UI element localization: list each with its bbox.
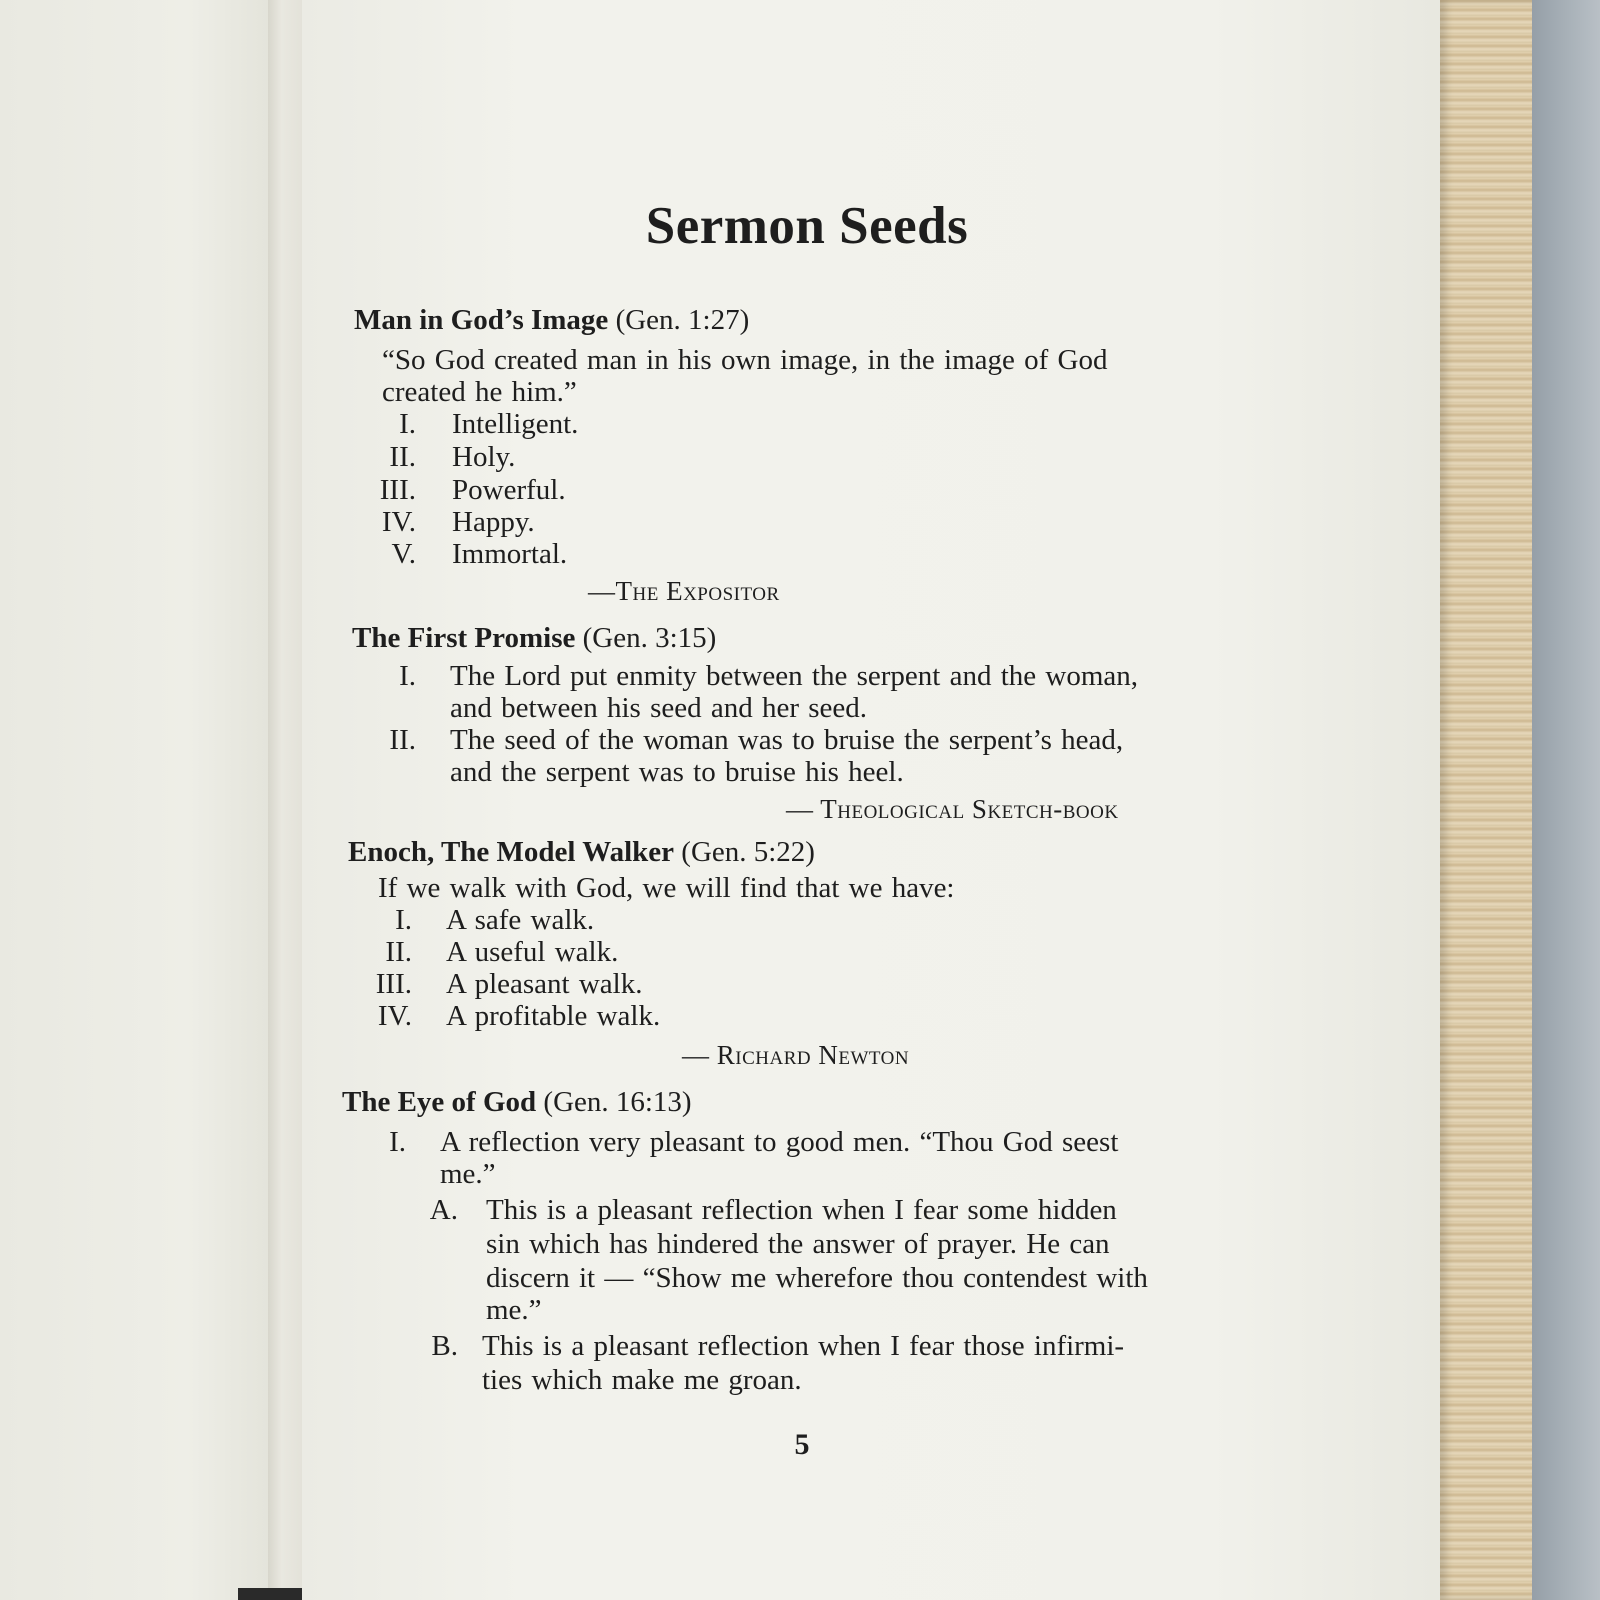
- list-item: A pleasant walk.: [446, 968, 643, 1000]
- section-title: The Eye of God: [342, 1086, 537, 1118]
- list-item: and between his seed and her seed.: [450, 692, 868, 724]
- list-item: A profitable walk.: [446, 1000, 661, 1032]
- list-item: Powerful.: [452, 474, 566, 506]
- page-title: Sermon Seeds: [645, 197, 969, 255]
- section-ref: (Gen. 5:22): [681, 836, 815, 868]
- subitem-line: me.”: [486, 1294, 542, 1326]
- section-heading: [348, 836, 815, 869]
- list-item: Immortal.: [452, 538, 568, 570]
- list-item: The seed of the woman was to bruise the serpent’s head,: [450, 724, 1124, 756]
- item-number: IV.: [377, 1000, 412, 1032]
- item-number: IV.: [381, 506, 416, 538]
- section-title: The First Promise: [352, 622, 576, 654]
- section-title: Enoch, The Model Walker: [348, 836, 675, 868]
- section-ref: (Gen. 3:15): [582, 622, 717, 654]
- subitem-line: ties which make me groan.: [482, 1364, 802, 1396]
- list-item: Intelligent.: [452, 408, 579, 440]
- section-heading: [352, 622, 716, 655]
- attribution: —The Expositor: [588, 576, 780, 606]
- item-number: II.: [389, 441, 416, 473]
- table-surface: [1520, 0, 1600, 1600]
- book-page-edges: [1440, 0, 1532, 1600]
- list-item: A reflection very pleasant to good men. “Thou God seest: [440, 1126, 1119, 1158]
- item-number: III.: [375, 968, 412, 1000]
- list-item: A useful walk.: [446, 936, 619, 968]
- book-gutter: [268, 0, 302, 1600]
- item-number: I.: [395, 904, 412, 936]
- section-ref: (Gen. 16:13): [543, 1086, 692, 1118]
- list-item: me.”: [440, 1158, 496, 1190]
- item-number: I.: [399, 660, 416, 692]
- section-title: Man in God’s Image: [354, 304, 609, 336]
- page-content: [302, 0, 1440, 1600]
- item-number: II.: [389, 724, 416, 756]
- list-item: and the serpent was to bruise his heel.: [450, 756, 904, 788]
- list-item: A safe walk.: [446, 904, 595, 936]
- subitem-line: This is a pleasant reflection when I fear some hidden: [486, 1194, 1117, 1226]
- list-item: The Lord put enmity between the serpent and the woman,: [450, 660, 1139, 692]
- page-number: 5: [794, 1428, 810, 1461]
- item-number: II.: [385, 936, 412, 968]
- item-number: I.: [389, 1126, 406, 1158]
- list-item: Holy.: [452, 441, 516, 473]
- attribution: — Theological Sketch-book: [786, 794, 1119, 824]
- item-number: V.: [391, 538, 416, 570]
- item-number: III.: [379, 474, 416, 506]
- subitem-line: discern it — “Show me wherefore thou contendest with: [486, 1262, 1148, 1294]
- subitem-line: sin which has hindered the answer of prayer. He can: [486, 1228, 1110, 1260]
- right-page: [302, 0, 1440, 1600]
- section-ref: (Gen. 1:27): [615, 304, 750, 336]
- intro-line: “So God created man in his own image, in the image of God: [382, 344, 1108, 376]
- intro-line: If we walk with God, we will find that we have:: [378, 872, 955, 904]
- attribution: — Richard Newton: [682, 1040, 910, 1070]
- left-page: [0, 0, 268, 1600]
- section-heading: [342, 1086, 692, 1119]
- item-number: I.: [399, 408, 416, 440]
- section-heading: [354, 304, 749, 337]
- list-item: Happy.: [452, 506, 535, 538]
- subitem-line: This is a pleasant reflection when I fear those infirmi-: [482, 1330, 1125, 1362]
- intro-line: created he him.”: [382, 376, 577, 408]
- subitem-letter: A.: [429, 1194, 458, 1226]
- subitem-letter: B.: [431, 1330, 458, 1362]
